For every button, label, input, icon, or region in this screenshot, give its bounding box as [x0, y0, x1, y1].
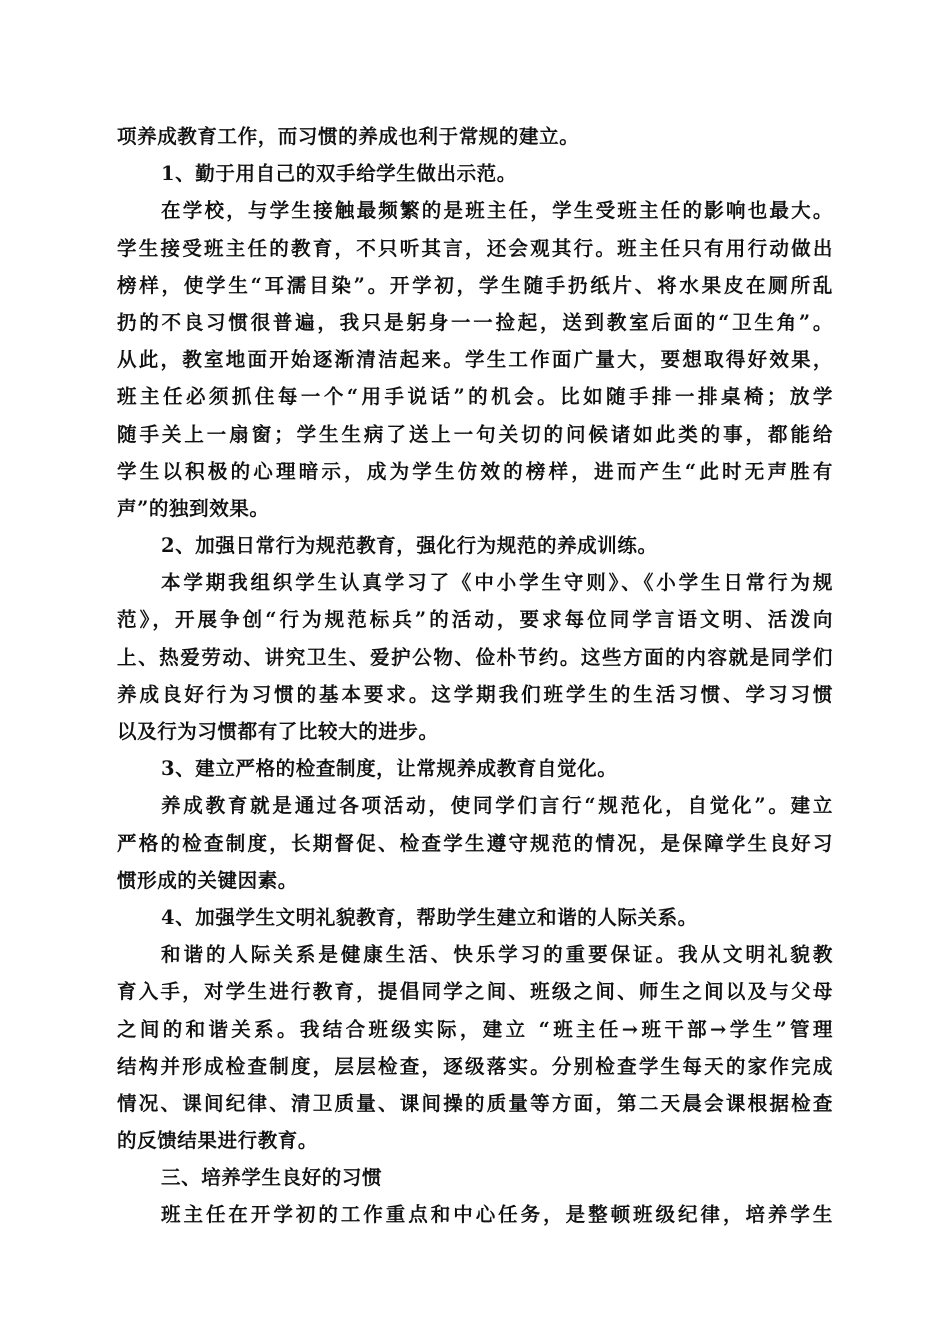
text-line: 学生接受班主任的教育，不只听其言，还会观其行。班主任只有用行动做出: [117, 236, 833, 260]
text-line: 三、培养学生良好的习惯: [161, 1166, 383, 1190]
text-line: 榜样，使学生“耳濡目染”。开学初，学生随手扔纸片、将水果皮在厕所乱: [117, 273, 833, 297]
text-line: 育入手，对学生进行教育，提倡同学之间、班级之间、师生之间以及与父母: [117, 980, 833, 1004]
text-line: 扔的不良习惯很普遍，我只是躬身一一捡起，送到教室后面的“卫生角”。: [117, 310, 833, 334]
text-line: 项养成教育工作，而习惯的养成也利于常规的建立。: [117, 125, 580, 148]
text-line: 学生以积极的心理暗示，成为学生仿效的榜样，进而产生“此时无声胜有: [117, 459, 833, 483]
text-line: 范》，开展争创“行为规范标兵”的活动，要求每位同学言语文明、活泼向: [117, 608, 833, 632]
text-line: 随手关上一扇窗；学生生病了送上一句关切的问候诸如此类的事，都能给: [117, 422, 833, 446]
text-line: 严格的检查制度，长期督促、检查学生遵守规范的情况，是保障学生良好习: [117, 831, 833, 855]
text-line: 结构并形成检查制度，层层检查，逐级落实。分别检查学生每天的家作完成: [117, 1054, 833, 1078]
text-line: 3、建立严格的检查制度，让常规养成教育自觉化。: [161, 757, 618, 781]
text-line: 在学校，与学生接触最频繁的是班主任，学生受班主任的影响也最大。: [161, 199, 833, 223]
text-line: 惯形成的关键因素。: [117, 868, 298, 892]
text-line: 本学期我组织学生认真学习了《中小学生守则》、《小学生日常行为规: [161, 571, 833, 595]
text-line: 1、勤于用自己的双手给学生做出示范。: [161, 162, 517, 186]
text-line: 从此，教室地面开始逐渐清洁起来。学生工作面广量大，要想取得好效果，: [117, 348, 833, 372]
text-line: 上、热爱劳动、讲究卫生、爱护公物、俭朴节约。这些方面的内容就是同学们: [117, 645, 833, 669]
text-line: 养成良好行为习惯的基本要求。这学期我们班学生的生活习惯、学习习惯: [117, 682, 833, 706]
text-line: 4、加强学生文明礼貌教育，帮助学生建立和谐的人际关系。: [161, 905, 698, 929]
body-text: [117, 118, 833, 1234]
text-line: 声”的独到效果。: [117, 496, 270, 520]
text-line: 班主任在开学初的工作重点和中心任务，是整顿班级纪律，培养学生: [161, 1203, 833, 1227]
text-line: 之间的和谐关系。我结合班级实际，建立 “班主任→班干部→学生”管理: [117, 1017, 833, 1041]
text-line: 情况、课间纪律、清卫质量、课间操的质量等方面，第二天晨会课根据检查: [117, 1091, 833, 1115]
text-line: 养成教育就是通过各项活动，使同学们言行“规范化，自觉化”。建立: [161, 794, 833, 818]
text-line: 以及行为习惯都有了比较大的进步。: [117, 720, 439, 743]
text-line: 和谐的人际关系是健康生活、快乐学习的重要保证。我从文明礼貌教: [161, 943, 833, 967]
text-line: 班主任必须抓住每一个“用手说话”的机会。比如随手排一排桌椅；放学: [117, 385, 833, 409]
text-line: 的反馈结果进行教育。: [117, 1129, 319, 1153]
text-line: 2、加强日常行为规范教育，强化行为规范的养成训练。: [161, 534, 658, 558]
